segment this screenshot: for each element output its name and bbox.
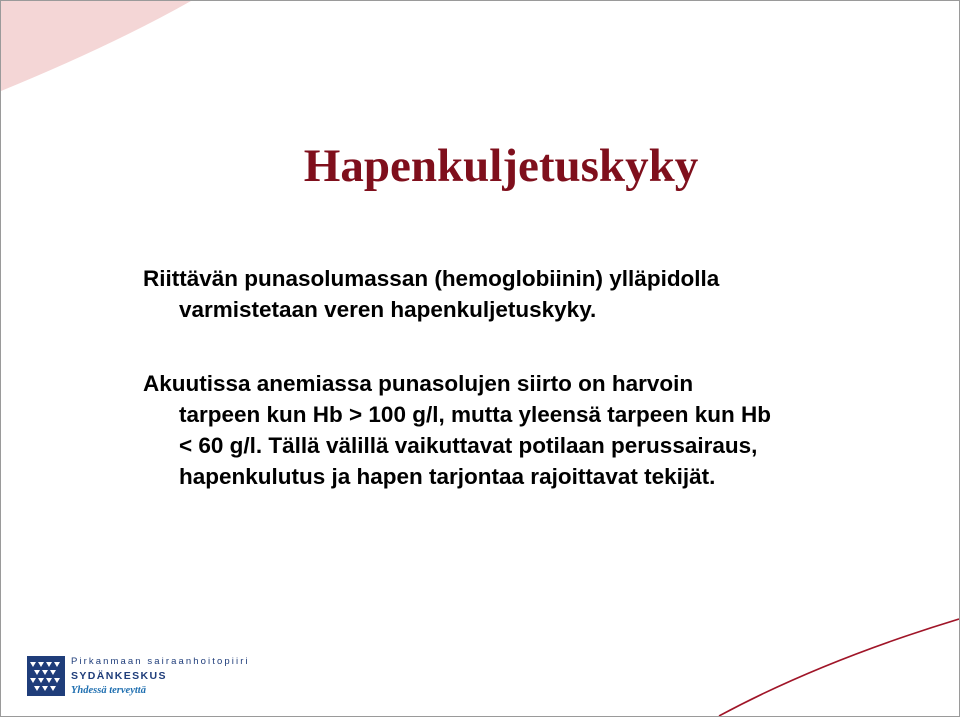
paragraph-1-line-1: Riittävän punasolumassan (hemoglobiinin) ylläpidolla — [143, 266, 720, 291]
paragraph-2-line-1: Akuutissa anemiassa punasolujen siirto on harvoin — [143, 371, 694, 396]
slide-title: Hapenkuljetuskyky — [303, 140, 699, 192]
logo-slogan: Yhdessä terveyttä — [71, 685, 146, 696]
paragraph-1-line-2: varmistetaan veren hapenkuljetuskyky. — [179, 297, 597, 322]
hospital-logo — [27, 656, 250, 701]
logo-department-name: SYDÄNKESKUS — [71, 670, 167, 682]
bottom-right-curve-decoration — [1, 1, 959, 716]
paragraph-2-line-2: tarpeen kun Hb > 100 g/l, mutta yleensä tarpeen kun Hb — [179, 402, 772, 427]
paragraph-1 — [143, 263, 903, 325]
corner-red-curve — [719, 619, 959, 716]
paragraph-2-line-4: hapenkulutus ja hapen tarjontaa rajoittavat tekijät. — [179, 464, 716, 489]
logo-mark-icon — [27, 656, 65, 696]
paragraph-2-line-3: < 60 g/l. Tällä välillä vaikuttavat potilaan perussairaus, — [179, 433, 758, 458]
paragraph-2 — [143, 368, 903, 492]
logo-organization-name: Pirkanmaan sairaanhoitopiiri — [71, 656, 250, 667]
